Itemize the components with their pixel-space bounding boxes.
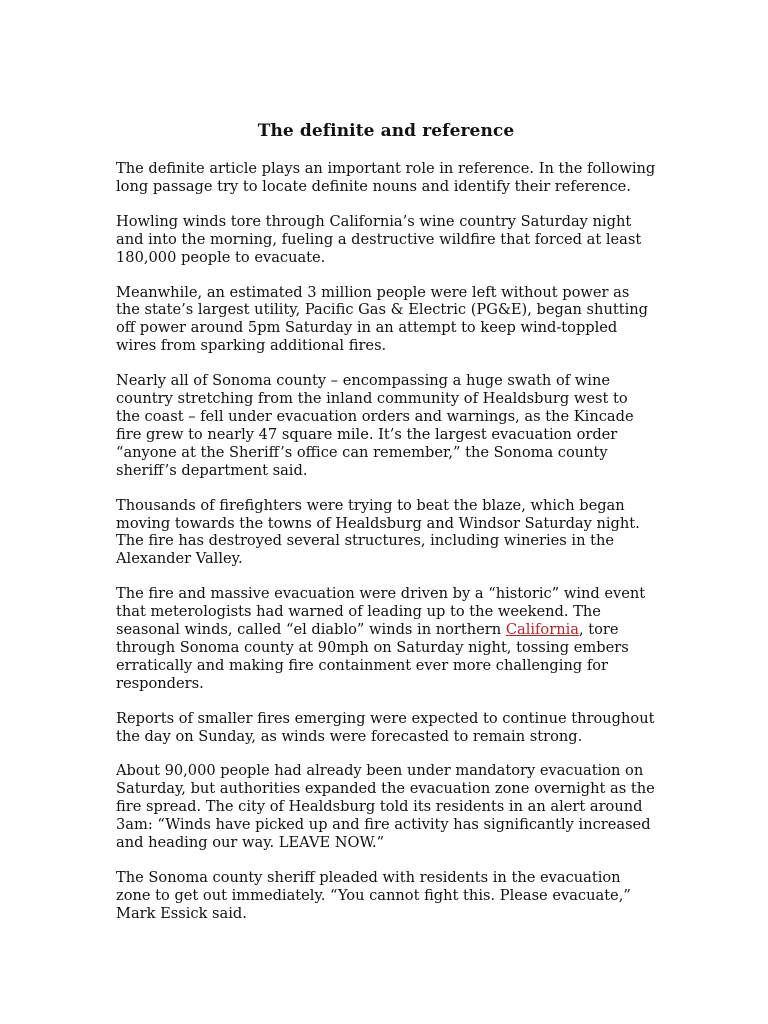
text-line: Meanwhile, an estimated 3 million people were left without power as <box>116 283 630 301</box>
text-line: wires from sparking additional fires. <box>116 337 387 355</box>
text-line: Howling winds tore through California’s wine country Saturday night <box>116 212 632 230</box>
text-after-link: , tore <box>578 621 619 639</box>
text-line: Alexander Valley. <box>116 550 243 568</box>
text-line: sheriff’s department said. <box>116 461 308 479</box>
paragraph-8 <box>116 762 656 852</box>
text-line: 3am: “Winds have picked up and fire activity has significantly increased <box>116 816 651 834</box>
paragraph-3 <box>116 284 656 356</box>
text-line: The Sonoma county sheriff pleaded with residents in the evacuation <box>116 869 621 886</box>
text-line: off power around 5pm Saturday in an attempt to keep wind-toppled <box>116 319 618 337</box>
text-line: the state’s largest utility, Pacific Gas & Electric (PG&E), began shutting <box>116 301 648 319</box>
paragraph-5 <box>116 497 656 569</box>
text-line: 180,000 people to evacuate. <box>116 248 326 266</box>
document-page <box>116 120 656 940</box>
paragraph-1 <box>116 160 656 196</box>
paragraph-2 <box>116 213 656 267</box>
paragraph-9 <box>116 869 656 923</box>
text-line: long passage try to locate definite nouns and identify their reference. <box>116 177 631 195</box>
text-line: The fire has destroyed several structures, including wineries in the <box>116 532 615 550</box>
text-line: and into the morning, fueling a destructive wildfire that forced at least <box>116 230 642 248</box>
text-line: Thousands of firefighters were trying to beat the blaze, which began <box>116 496 625 514</box>
text-line: fire spread. The city of Healdsburg told its residents in an alert around <box>116 798 643 816</box>
text-line: fire grew to nearly 47 square mile. It’s the largest evacuation order <box>116 425 618 443</box>
paragraph-6 <box>116 585 656 692</box>
text-line: “anyone at the Sheriff’s office can remember,” the Sonoma county <box>116 443 608 461</box>
text-line: the coast – fell under evacuation orders and warnings, as the Kincade <box>116 407 634 425</box>
document-title: The definite and reference <box>257 121 515 141</box>
text-line: moving towards the towns of Healdsburg and Windsor Saturday night. <box>116 514 640 532</box>
text-before-link: seasonal winds, called “el diablo” winds in northern <box>116 621 506 639</box>
text-line: through Sonoma county at 90mph on Saturday night, tossing embers <box>116 638 629 656</box>
text-line-with-link <box>116 621 656 639</box>
paragraph-7 <box>116 710 656 746</box>
paragraph-4 <box>116 372 656 479</box>
text-line: The definite article plays an important role in reference. In the following <box>116 160 656 177</box>
text-line: zone to get out immediately. “You cannot fight this. Please evacuate,” <box>116 886 631 904</box>
text-line: Reports of smaller fires emerging were expected to continue throughout <box>116 709 655 727</box>
text-line: Mark Essick said. <box>116 904 247 922</box>
text-line: Nearly all of Sonoma county – encompassing a huge swath of wine <box>116 372 610 390</box>
text-line: that meterologists had warned of leading up to the weekend. The <box>116 603 601 621</box>
text-line: The fire and massive evacuation were driven by a “historic” wind event <box>116 585 646 603</box>
text-line: erratically and making fire containment ever more challenging for <box>116 656 608 674</box>
text-line: and heading our way. LEAVE NOW.” <box>116 834 385 852</box>
text-line: About 90,000 people had already been under mandatory evacuation on <box>116 762 644 780</box>
text-line: responders. <box>116 674 204 692</box>
text-line: the day on Sunday, as winds were forecasted to remain strong. <box>116 727 583 745</box>
text-line: country stretching from the inland community of Healdsburg west to <box>116 390 628 408</box>
text-line: Saturday, but authorities expanded the evacuation zone overnight as the <box>116 780 655 798</box>
california-link[interactable]: California <box>505 621 579 639</box>
